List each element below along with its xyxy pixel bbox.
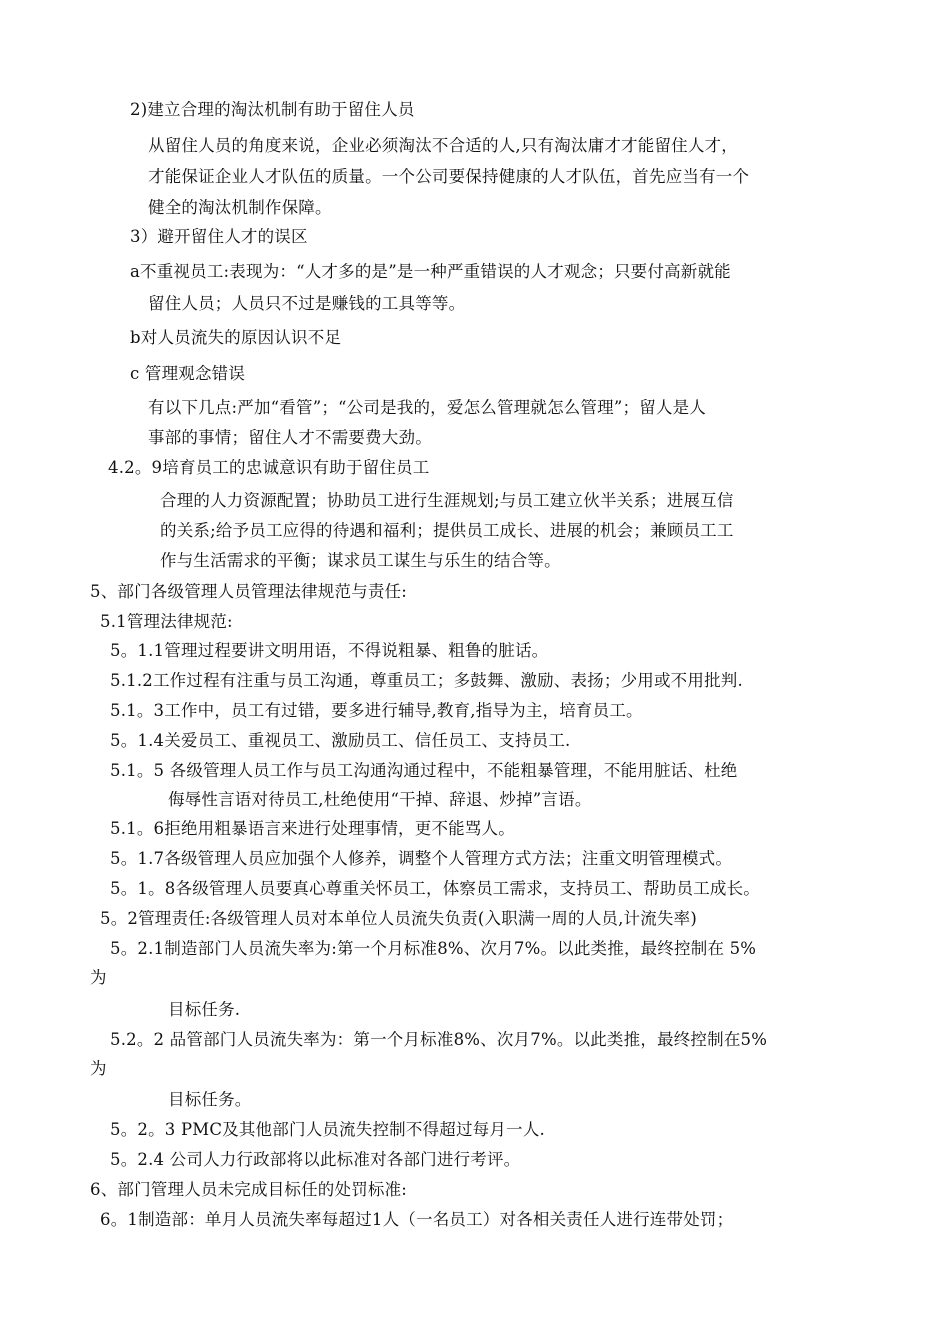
text-line: 5。1.7各级管理人员应加强个人修养，调整个人管理方式方法；注重文明管理模式。 bbox=[110, 849, 733, 868]
text-line: 5。2。3 PMC及其他部门人员流失控制不得超过每月一人. bbox=[110, 1120, 545, 1139]
text-line: 为 bbox=[90, 968, 107, 987]
text-line: 5.1.2工作过程有注重与员工沟通，尊重员工；多鼓舞、激励、表扬；少用或不用批判. bbox=[110, 671, 743, 690]
text-line: 有以下几点:严加“看管”；“公司是我的，爱怎么管理就怎么管理”；留人是人 bbox=[148, 398, 707, 417]
text-line: 5.1。3工作中，员工有过错，要多进行辅导,教育,指导为主，培育员工。 bbox=[110, 701, 643, 720]
text-line: 5.2。2 品管部门人员流失率为：第一个月标准8%、次月7%。以此类推，最终控制在5% bbox=[110, 1030, 768, 1049]
text-line: 从留住人员的角度来说，企业必须淘汰不合适的人,只有淘汰庸才才能留住人才， bbox=[148, 136, 738, 155]
text-line: 侮辱性言语对待员工,杜绝使用“干掉、辞退、炒掉”言语。 bbox=[168, 790, 592, 809]
section-heading: 4.2。9培育员工的忠诚意识有助于留住员工 bbox=[108, 458, 430, 477]
text-line: 为 bbox=[90, 1059, 107, 1078]
text-line: c 管理观念错误 bbox=[130, 364, 246, 383]
section-heading: 5、部门各级管理人员管理法律规范与责任: bbox=[90, 582, 408, 601]
section-heading: 6、部门管理人员未完成目标任的处罚标准: bbox=[90, 1180, 408, 1199]
text-line: 留住人员；人员只不过是赚钱的工具等等。 bbox=[148, 294, 466, 313]
text-line: 的关系;给予员工应得的待遇和福利；提供员工成长、进展的机会；兼顾员工工 bbox=[160, 521, 734, 540]
text-line: 2)建立合理的淘汰机制有助于留住人员 bbox=[130, 100, 415, 119]
text-line: 5。1.4关爱员工、重视员工、激励员工、信任员工、支持员工. bbox=[110, 731, 571, 750]
text-line: 3）避开留住人才的误区 bbox=[130, 227, 308, 246]
text-line: b对人员流失的原因认识不足 bbox=[130, 328, 342, 347]
text-line: 5。2.4 公司人力行政部将以此标准对各部门进行考评。 bbox=[110, 1150, 521, 1169]
text-line: 健全的淘汰机制作保障。 bbox=[148, 198, 332, 217]
text-line: a不重视员工:表现为：“人才多的是”是一种严重错误的人才观念；只要付高新就能 bbox=[130, 262, 731, 281]
text-line: 合理的人力资源配置；协助员工进行生涯规划;与员工建立伙半关系；进展互信 bbox=[160, 491, 734, 510]
section-heading: 5。2管理责任:各级管理人员对本单位人员流失负责(入职满一周的人员,计流失率) bbox=[100, 909, 697, 928]
section-heading: 5.1管理法律规范: bbox=[100, 612, 233, 631]
text-line: 才能保证企业人才队伍的质量。一个公司要保持健康的人才队伍，首先应当有一个 bbox=[148, 167, 750, 186]
text-line: 5。2.1制造部门人员流失率为:第一个月标准8%、次月7%。以此类推，最终控制在 5% bbox=[110, 939, 757, 958]
text-line: 5。1。8各级管理人员要真心尊重关怀员工，体察员工需求，支持员工、帮助员工成长。 bbox=[110, 879, 760, 898]
text-line: 5.1。5 各级管理人员工作与员工沟通沟通过程中，不能粗暴管理，不能用脏话、杜绝 bbox=[110, 761, 738, 780]
text-line: 目标任务. bbox=[168, 1000, 241, 1019]
text-line: 目标任务。 bbox=[168, 1090, 252, 1109]
text-line: 5。1.1管理过程要讲文明用语，不得说粗暴、粗鲁的脏话。 bbox=[110, 641, 549, 660]
text-line: 作与生活需求的平衡；谋求员工谋生与乐生的结合等。 bbox=[160, 551, 561, 570]
text-line: 5.1。6拒绝用粗暴语言来进行处理事情，更不能骂人。 bbox=[110, 819, 515, 838]
text-line: 6。1制造部：单月人员流失率每超过1人（一名员工）对各相关责任人进行连带处罚； bbox=[100, 1210, 734, 1229]
text-line: 事部的事情；留住人才不需要费大劲。 bbox=[148, 428, 432, 447]
